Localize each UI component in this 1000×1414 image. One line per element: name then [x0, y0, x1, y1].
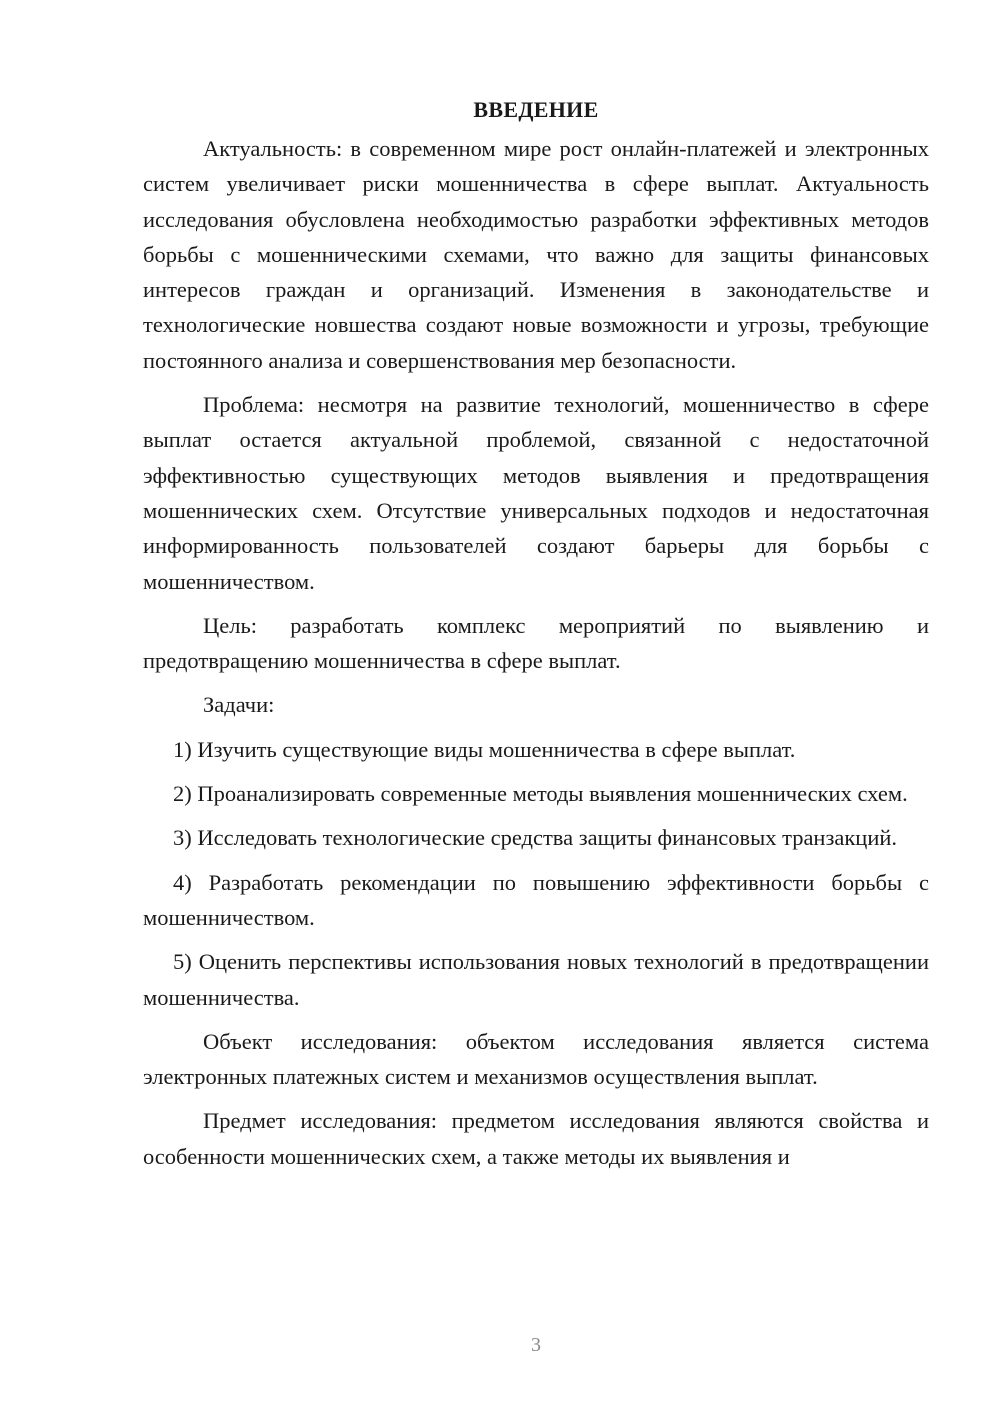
tasks-heading: Задачи:	[203, 692, 275, 718]
task-item-4: 4) Разработать рекомендации по повышению эффективности борьбы с мошенничеством.	[143, 869, 929, 930]
problem-paragraph: Проблема: несмотря на развитие технологий, мошенничество в сфере выплат остается актуальной проблемой, связанной с недостаточной эффективностью существующих методов выявления и предотвращения мошеннических схем. Отсутствие универсальных подходов и недостаточная информированность пользователей создают барьеры для борьбы с мошенничеством.	[143, 392, 929, 594]
object-paragraph: Объект исследования: объектом исследования является система электронных платежных систем и механизмов осуществления выплат.	[143, 1028, 929, 1090]
relevance-paragraph: Актуальность: в современном мире рост онлайн-платежей и электронных систем увеличивает риски мошенничества в сфере выплат. Актуальность исследования обусловлена необходимостью разработки эффективных методов борьбы с мошенническими схемами, что важно для защиты финансовых интересов граждан и организаций. Изменения в законодательстве и технологические новшества создают новые возможности и угрозы, требующие постоянного анализа и совершенствования мер безопасности.	[143, 136, 929, 373]
page-number: 3	[531, 1334, 541, 1356]
task-item-2: 2) Проанализировать современные методы выявления мошеннических схем.	[173, 781, 908, 807]
document-page	[143, 92, 929, 1183]
task-item-5: 5) Оценить перспективы использования новых технологий в предотвращении мошенничества.	[143, 949, 929, 1010]
goal-paragraph: Цель: разработать комплекс мероприятий по выявлению и предотвращению мошенничества в сфере выплат.	[143, 612, 929, 674]
subject-paragraph: Предмет исследования: предметом исследования являются свойства и особенности мошеннических схем, а также методы их выявления и	[143, 1108, 929, 1169]
task-item-1: 1) Изучить существующие виды мошенничества в сфере выплат.	[173, 736, 796, 762]
task-item-3: 3) Исследовать технологические средства защиты финансовых транзакций.	[173, 825, 898, 851]
section-title: ВВЕДЕНИЕ	[473, 97, 599, 122]
